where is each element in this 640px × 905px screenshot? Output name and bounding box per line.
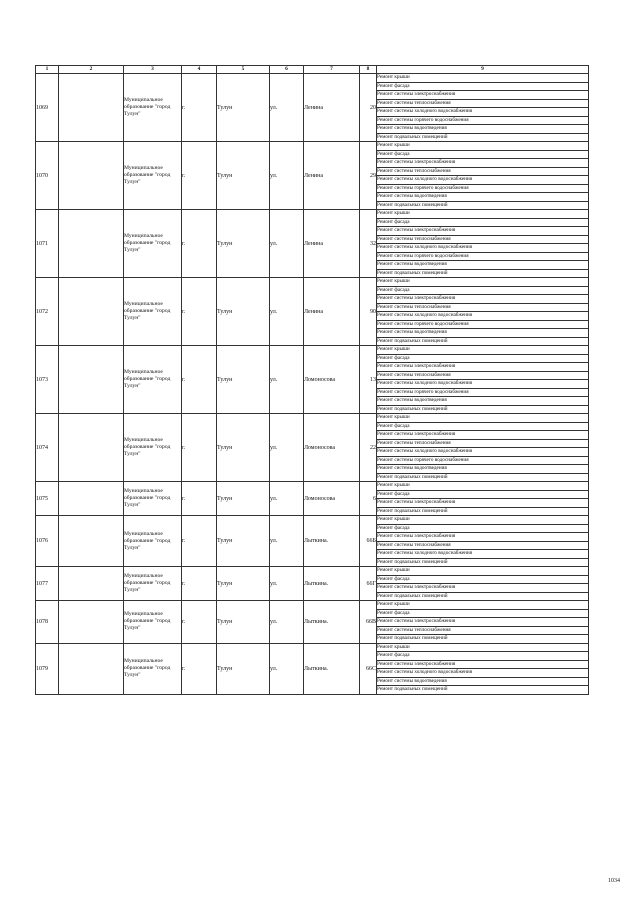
repair-work-item: Ремонт системы горячего водоснабжения [377,116,589,125]
street-cell: Ленина [304,142,360,210]
column-header: 8 [360,66,377,74]
house-number-cell: 32 [360,210,377,278]
locality-type-cell: г. [182,643,217,694]
locality-type-cell: г. [182,414,217,482]
locality-type-cell: г. [182,278,217,346]
municipality-cell: Муниципальное образование "город Тулун" [124,516,182,567]
column-header: 5 [217,66,270,74]
repair-work-item: Ремонт крыши [377,643,589,652]
house-number-cell: 13 [360,346,377,414]
blank-cell [59,482,124,516]
column-header: 2 [59,66,124,74]
locality-type-cell: г. [182,210,217,278]
blank-cell [59,567,124,601]
column-header: 4 [182,66,217,74]
street-cell: Лыткина. [304,567,360,601]
repair-work-item: Ремонт подвальных помещений [377,133,589,142]
repair-work-item: Ремонт подвальных помещений [377,201,589,210]
repair-work-item: Ремонт системы холодного водоснабжения [377,550,589,559]
column-header: 3 [124,66,182,74]
city-cell: Тулун [217,414,270,482]
repair-work-item: Ремонт фасада [377,82,589,91]
street-type-cell: ул. [270,210,304,278]
table-body [36,74,589,695]
record-number: 1070 [36,142,59,210]
repair-work-item: Ремонт системы холодного водоснабжения [377,448,589,457]
city-cell: Тулун [217,601,270,644]
record-number: 1074 [36,414,59,482]
street-cell: Ленина [304,74,360,142]
repair-work-item: Ремонт системы электроснабжения [377,363,589,372]
locality-type-cell: г. [182,601,217,644]
blank-cell [59,278,124,346]
street-cell: Ломоносова [304,346,360,414]
repair-work-item: Ремонт системы холодного водоснабжения [377,244,589,253]
house-number-cell: 66Г [360,567,377,601]
repair-work-item: Ремонт фасада [377,150,589,159]
street-type-cell: ул. [270,278,304,346]
repair-work-item: Ремонт крыши [377,601,589,610]
repair-work-item: Ремонт системы водоотведения [377,261,589,270]
repair-work-item: Ремонт подвальных помещений [377,269,589,278]
repair-work-item: Ремонт крыши [377,414,589,423]
record-number: 1072 [36,278,59,346]
repair-work-item: Ремонт подвальных помещений [377,507,589,516]
repair-work-item: Ремонт системы водоотведения [377,329,589,338]
repair-work-item: Ремонт фасада [377,286,589,295]
record-number: 1078 [36,601,59,644]
repair-work-item: Ремонт фасада [377,490,589,499]
repair-work-item: Ремонт системы водоотведения [377,397,589,406]
street-cell: Ленина [304,278,360,346]
locality-type-cell: г. [182,346,217,414]
record-number: 1071 [36,210,59,278]
city-cell: Тулун [217,482,270,516]
table-row [36,414,589,423]
street-type-cell: ул. [270,142,304,210]
column-header: 9 [377,66,589,74]
repair-work-item: Ремонт крыши [377,278,589,287]
repair-work-item: Ремонт системы теплоснабжения [377,235,589,244]
repair-work-item: Ремонт системы водоотведения [377,677,589,686]
repair-work-item: Ремонт крыши [377,74,589,83]
record-number: 1069 [36,74,59,142]
repair-work-item: Ремонт системы горячего водоснабжения [377,388,589,397]
repair-work-item: Ремонт фасада [377,575,589,584]
municipality-cell: Муниципальное образование "город Тулун" [124,414,182,482]
city-cell: Тулун [217,516,270,567]
repair-work-item: Ремонт фасада [377,354,589,363]
city-cell: Тулун [217,210,270,278]
blank-cell [59,601,124,644]
repair-work-item: Ремонт системы теплоснабжения [377,371,589,380]
locality-type-cell: г. [182,74,217,142]
locality-type-cell: г. [182,142,217,210]
column-header: 7 [304,66,360,74]
repair-work-item: Ремонт системы горячего водоснабжения [377,184,589,193]
municipality-cell: Муниципальное образование "город Тулун" [124,210,182,278]
street-cell: Ломоносова [304,482,360,516]
city-cell: Тулун [217,278,270,346]
repair-work-item: Ремонт системы холодного водоснабжения [377,108,589,117]
repair-work-item: Ремонт системы электроснабжения [377,91,589,100]
house-number-cell: 22 [360,414,377,482]
repair-work-item: Ремонт системы горячего водоснабжения [377,252,589,261]
repair-work-item: Ремонт подвальных помещений [377,635,589,644]
blank-cell [59,346,124,414]
repair-work-item: Ремонт системы холодного водоснабжения [377,380,589,389]
repair-work-item: Ремонт подвальных помещений [377,558,589,567]
repair-work-item: Ремонт системы электроснабжения [377,660,589,669]
repair-work-item: Ремонт системы холодного водоснабжения [377,669,589,678]
page-number: 1034 [608,878,620,884]
repair-work-item: Ремонт системы теплоснабжения [377,541,589,550]
repair-work-item: Ремонт крыши [377,567,589,576]
municipality-cell: Муниципальное образование "город Тулун" [124,567,182,601]
municipality-cell: Муниципальное образование "город Тулун" [124,643,182,694]
table-row [36,278,589,287]
locality-type-cell: г. [182,482,217,516]
repair-work-item: Ремонт крыши [377,516,589,525]
repair-work-item: Ремонт фасада [377,609,589,618]
house-number-cell: 90 [360,278,377,346]
street-type-cell: ул. [270,601,304,644]
repair-work-item: Ремонт системы теплоснабжения [377,303,589,312]
table-row [36,210,589,219]
municipality-cell: Муниципальное образование "город Тулун" [124,142,182,210]
house-number-cell: 66С [360,643,377,694]
repair-work-item: Ремонт системы холодного водоснабжения [377,312,589,321]
repair-work-item: Ремонт системы водоотведения [377,193,589,202]
repair-work-item: Ремонт системы водоотведения [377,465,589,474]
locality-type-cell: г. [182,516,217,567]
column-header: 6 [270,66,304,74]
street-type-cell: ул. [270,346,304,414]
repair-work-item: Ремонт системы электроснабжения [377,618,589,627]
table-row [36,346,589,355]
city-cell: Тулун [217,74,270,142]
repair-work-item: Ремонт фасада [377,422,589,431]
repair-work-item: Ремонт крыши [377,346,589,355]
record-number: 1073 [36,346,59,414]
street-cell: Лыткина. [304,516,360,567]
repair-work-item: Ремонт подвальных помещений [377,337,589,346]
table-row [36,142,589,151]
repair-work-item: Ремонт системы теплоснабжения [377,99,589,108]
table-row [36,74,589,83]
city-cell: Тулун [217,567,270,601]
repair-work-item: Ремонт фасада [377,218,589,227]
repair-work-item: Ремонт системы электроснабжения [377,159,589,168]
blank-cell [59,74,124,142]
repair-work-item: Ремонт подвальных помещений [377,592,589,601]
street-type-cell: ул. [270,414,304,482]
street-cell: Лыткина. [304,643,360,694]
blank-cell [59,643,124,694]
repair-work-item: Ремонт системы горячего водоснабжения [377,456,589,465]
house-number-cell: 29 [360,142,377,210]
repair-work-item: Ремонт системы теплоснабжения [377,167,589,176]
repair-work-item: Ремонт крыши [377,482,589,491]
city-cell: Тулун [217,142,270,210]
repair-work-item: Ремонт системы электроснабжения [377,227,589,236]
repair-work-item: Ремонт подвальных помещений [377,473,589,482]
repair-work-item: Ремонт крыши [377,210,589,219]
record-number: 1077 [36,567,59,601]
repair-program-table [35,65,589,695]
street-type-cell: ул. [270,516,304,567]
street-cell: Ломоносова [304,414,360,482]
house-number-cell: 20 [360,74,377,142]
table-row [36,516,589,525]
repair-work-item: Ремонт системы холодного водоснабжения [377,176,589,185]
street-cell: Ленина [304,210,360,278]
repair-work-item: Ремонт системы электроснабжения [377,431,589,440]
column-header: 1 [36,66,59,74]
repair-work-item: Ремонт системы электроснабжения [377,499,589,508]
house-number-cell: 6 [360,482,377,516]
street-type-cell: ул. [270,482,304,516]
repair-work-item: Ремонт системы горячего водоснабжения [377,320,589,329]
table-row [36,601,589,610]
repair-work-item: Ремонт подвальных помещений [377,686,589,695]
repair-work-item: Ремонт системы теплоснабжения [377,626,589,635]
repair-work-item: Ремонт системы электроснабжения [377,295,589,304]
repair-work-item: Ремонт системы теплоснабжения [377,439,589,448]
house-number-cell: 66Б [360,516,377,567]
blank-cell [59,414,124,482]
blank-cell [59,516,124,567]
house-number-cell: 66В [360,601,377,644]
table-row [36,567,589,576]
repair-work-item: Ремонт фасада [377,652,589,661]
header-row [36,66,589,74]
blank-cell [59,210,124,278]
table-row [36,643,589,652]
street-type-cell: ул. [270,74,304,142]
municipality-cell: Муниципальное образование "город Тулун" [124,346,182,414]
municipality-cell: Муниципальное образование "город Тулун" [124,278,182,346]
blank-cell [59,142,124,210]
locality-type-cell: г. [182,567,217,601]
street-type-cell: ул. [270,643,304,694]
municipality-cell: Муниципальное образование "город Тулун" [124,74,182,142]
record-number: 1076 [36,516,59,567]
street-type-cell: ул. [270,567,304,601]
table-row [36,482,589,491]
repair-work-item: Ремонт подвальных помещений [377,405,589,414]
record-number: 1079 [36,643,59,694]
repair-work-item: Ремонт крыши [377,142,589,151]
city-cell: Тулун [217,643,270,694]
city-cell: Тулун [217,346,270,414]
repair-work-item: Ремонт системы электроснабжения [377,533,589,542]
street-cell: Лыткина. [304,601,360,644]
repair-work-item: Ремонт фасада [377,524,589,533]
record-number: 1075 [36,482,59,516]
repair-work-item: Ремонт системы электроснабжения [377,584,589,593]
municipality-cell: Муниципальное образование "город Тулун" [124,601,182,644]
repair-work-item: Ремонт системы водоотведения [377,125,589,134]
municipality-cell: Муниципальное образование "город Тулун" [124,482,182,516]
